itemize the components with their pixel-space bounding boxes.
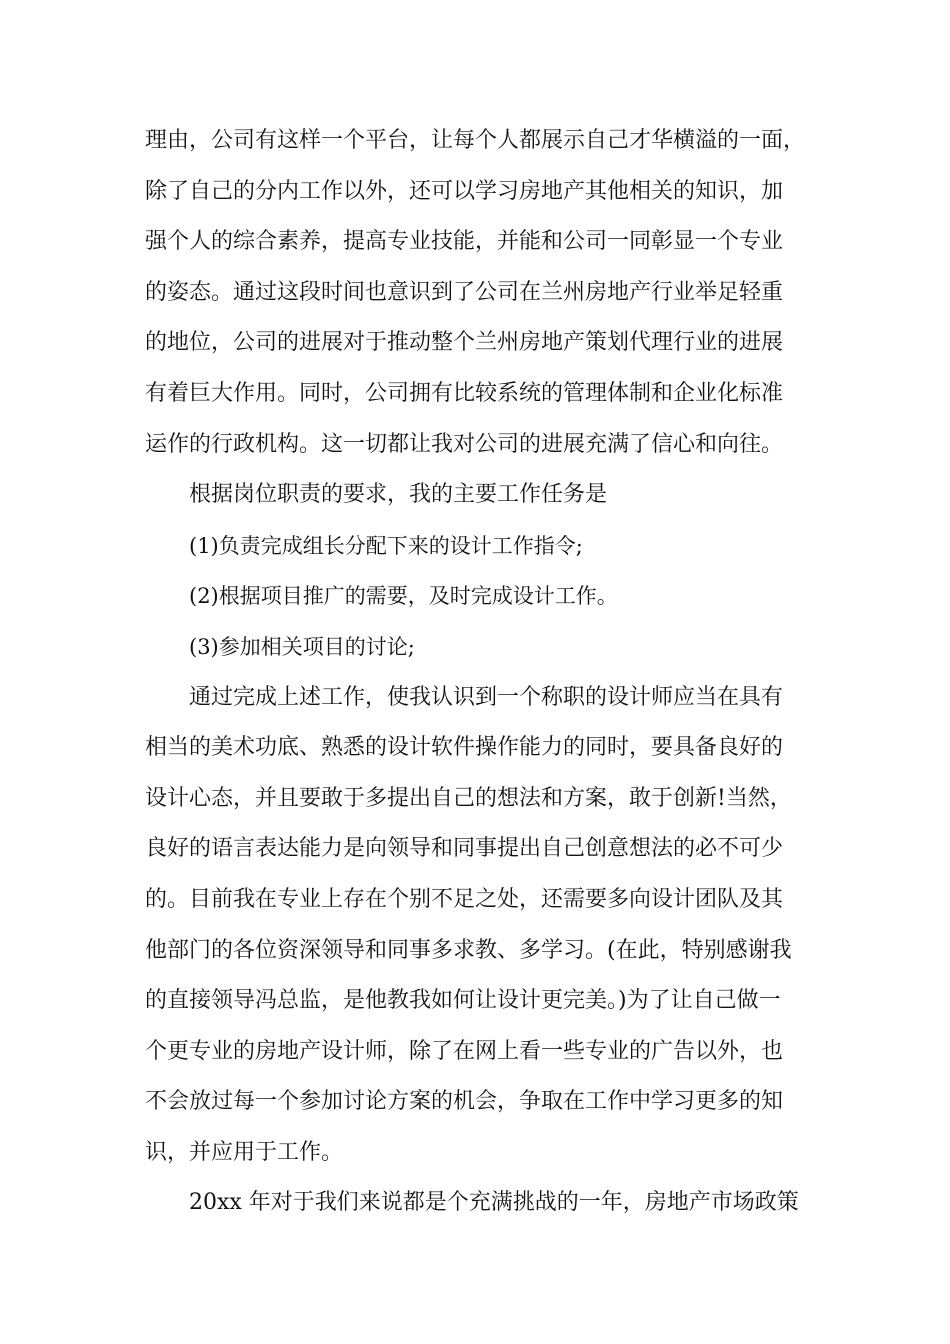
text-line: 他部门的各位资深领导和同事多求教、多学习。(在此，特别感谢我 <box>145 937 792 963</box>
document-body <box>145 128 835 1241</box>
paragraph-start-line: 根据岗位职责的要求，我的主要工作任务是 <box>189 482 608 508</box>
list-item: (3)参加相关项目的讨论; <box>189 634 415 659</box>
paragraph-start-line: 通过完成上述工作，使我认识到一个称职的设计师应当在具有 <box>189 684 784 710</box>
text-line: 运作的行政机构。这一切都让我对公司的进展充满了信心和向往。 <box>145 431 784 457</box>
text-line: 个更专业的房地产设计师，除了在网上看一些专业的广告以外，也 <box>145 1038 784 1064</box>
text-line: 强个人的综合素养，提高专业技能，并能和公司一同彰显一个专业 <box>145 229 784 255</box>
text-line: 相当的美术功底、熟悉的设计软件操作能力的同时，要具备良好的 <box>145 735 784 761</box>
paragraph-start-line: 20xx 年对于我们来说都是个充满挑战的一年，房地产市场政策 <box>189 1190 799 1216</box>
text-line: 有着巨大作用。同时，公司拥有比较系统的管理体制和企业化标准 <box>145 380 784 406</box>
text-line: 理由，公司有这样一个平台，让每个人都展示自己才华横溢的一面， <box>145 128 806 153</box>
text-line: 不会放过每一个参加讨论方案的机会，争取在工作中学习更多的知 <box>145 1089 784 1115</box>
text-line: 设计心态，并且要敢于多提出自己的想法和方案，敢于创新!当然， <box>145 785 792 811</box>
text-line: 的地位，公司的进展对于推动整个兰州房地产策划代理行业的进展 <box>145 330 784 356</box>
text-line: 良好的语言表达能力是向领导和同事提出自己创意想法的必不可少 <box>145 836 784 862</box>
text-line: 的姿态。通过这段时间也意识到了公司在兰州房地产行业举足轻重 <box>145 279 784 305</box>
text-line: 除了自己的分内工作以外，还可以学习房地产其他相关的知识，加 <box>145 178 784 204</box>
list-item: (1)负责完成组长分配下来的设计工作指令; <box>189 533 583 558</box>
text-line: 的。目前我在专业上存在个别不足之处，还需要多向设计团队及其 <box>145 886 784 912</box>
list-item: (2)根据项目推广的需要，及时完成设计工作。 <box>189 584 618 609</box>
text-line: 的直接领导冯总监，是他教我如何让设计更完美。)为了让自己做一 <box>145 988 781 1014</box>
text-line: 识，并应用于工作。 <box>145 1139 344 1165</box>
